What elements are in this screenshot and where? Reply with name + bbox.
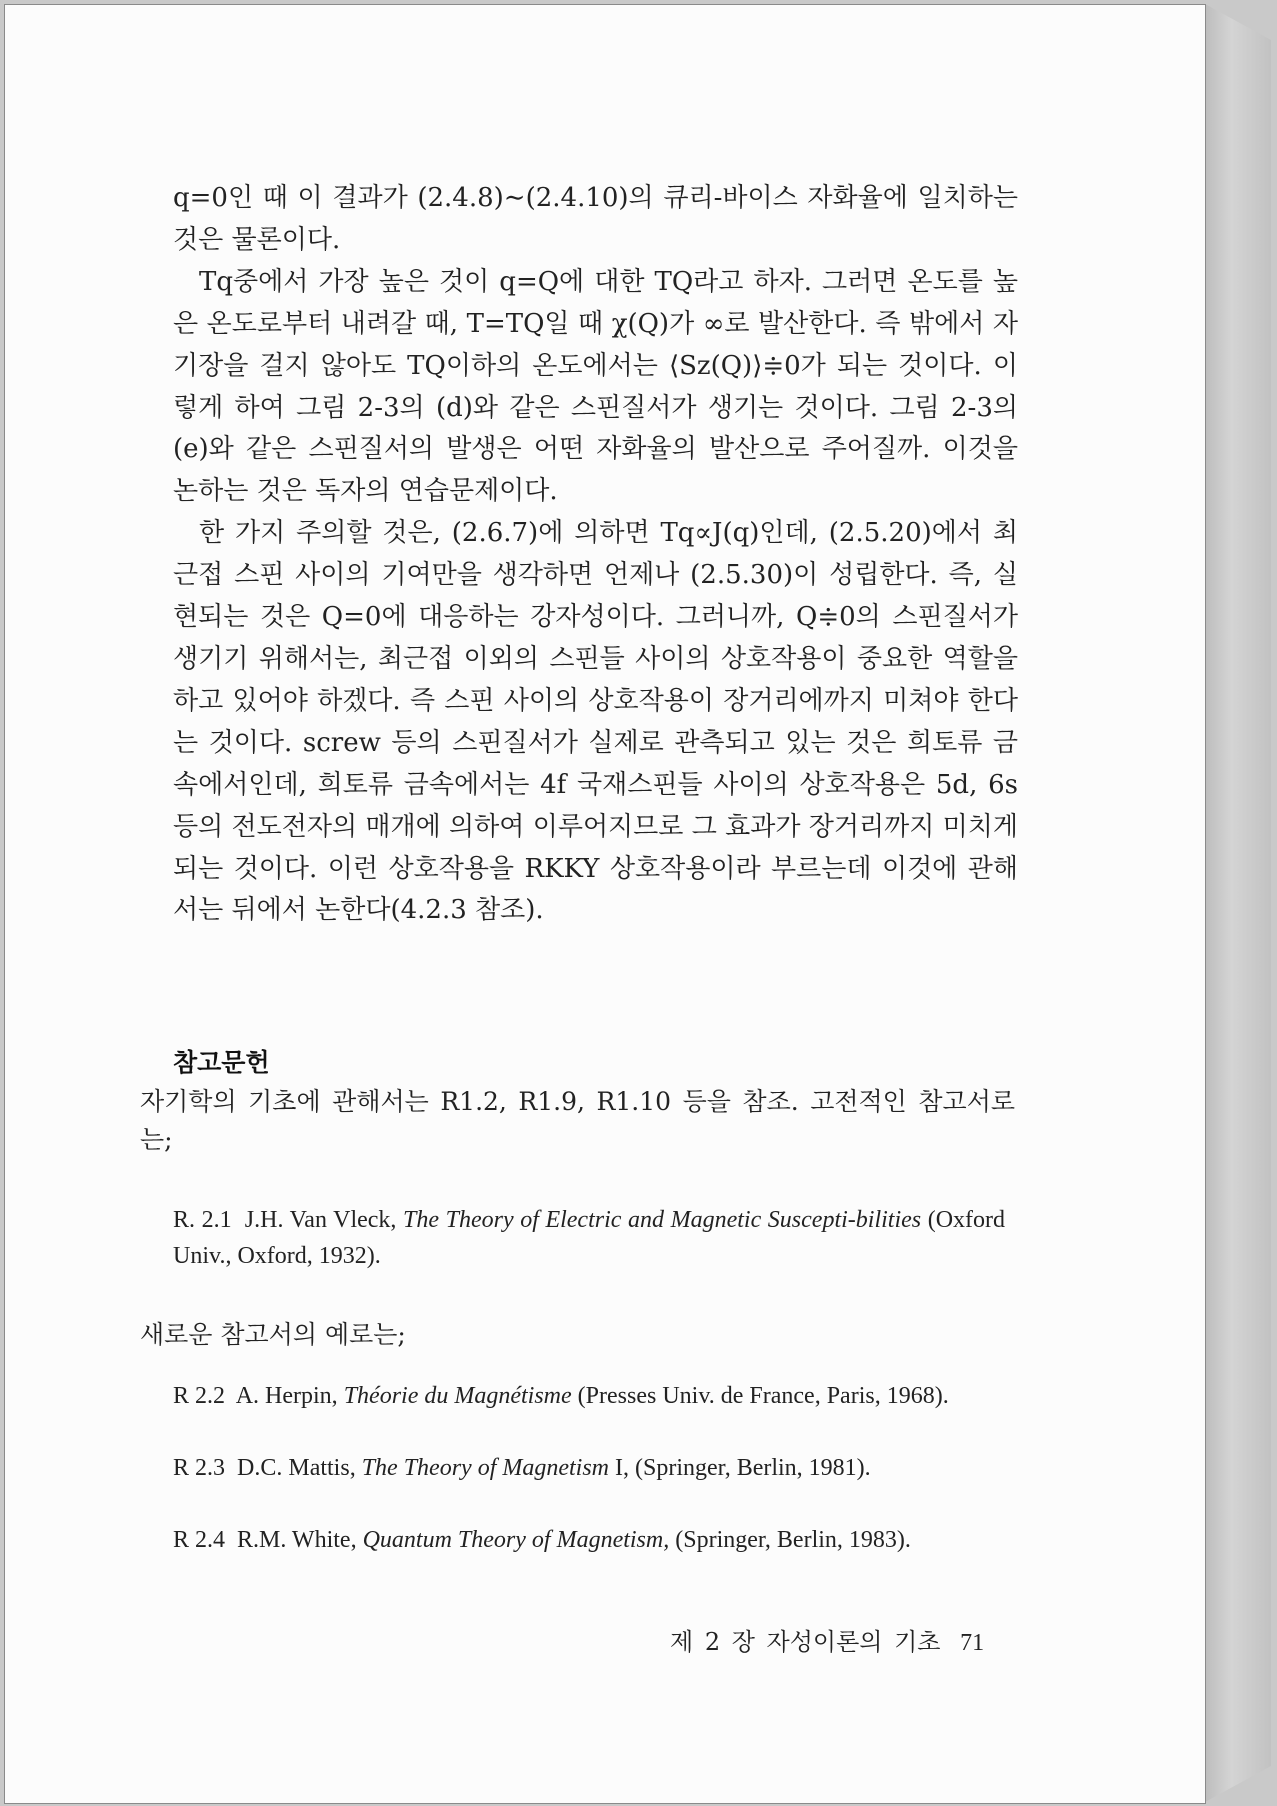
reference-title: The Theory of Electric and Magnetic Suscepti-bilities (403, 1207, 922, 1233)
paragraph-1: q=0인 때 이 결과가 (2.4.8)∼(2.4.10)의 큐리-바이스 자화율에 일치하는 것은 물론이다. (173, 183, 1018, 255)
reference-publisher: I, (Springer, Berlin, 1981). (615, 1455, 871, 1481)
reference-entry (173, 1450, 1005, 1486)
reference-title: The Theory of Magnetism (361, 1455, 610, 1481)
new-references-intro: 새로운 참고서의 예로는; (140, 1320, 406, 1349)
reference-author: J.H. Van Vleck, (244, 1207, 397, 1233)
reference-publisher: (Springer, Berlin, 1983). (675, 1527, 911, 1553)
references-intro: 자기학의 기초에 관해서는 R1.2, R1.9, R1.10 등을 참조. 고전적인 참고서로는; (140, 1087, 1015, 1154)
reference-author: D.C. Mattis, (237, 1455, 356, 1481)
chapter-title: 제 2 장 자성이론의 기초 (670, 1628, 941, 1656)
page-number: 71 (960, 1630, 985, 1656)
reference-publisher: (Presses Univ. de France, Paris, 1968). (577, 1383, 949, 1409)
reference-entry (173, 1202, 1005, 1274)
reference-id: R 2.2 (173, 1383, 226, 1409)
paragraph-2: Tq중에서 가장 높은 것이 q=Q에 대한 TQ라고 하자. 그러면 온도를 높은 온도로부터 내려갈 때, T=TQ일 때 χ(Q)가 ∞로 발산한다. 즉 밖에서 자기장을 걸지 않아도 TQ이하의 온도에서는 ⟨Sz(Q)⟩≑0가 되는 것이다. 이렇게 하여 그림 2-3의 (d)와 같은 스핀질서가 생기는 것이다. 그림 2-3의 (e)와 같은 스핀질서의 발생은 어떤 자화율의 발산으로 주어질까. 이것을 논하는 것은 독자의 연습문제이다. (173, 266, 1018, 507)
reference-author: A. Herpin, (235, 1383, 338, 1409)
reference-title: Quantum Theory of Magnetism, (362, 1527, 670, 1553)
reference-title: Théorie du Magnétisme (343, 1383, 572, 1409)
reference-id: R. 2.1 (173, 1207, 232, 1233)
page-edge-shadow (1205, 4, 1271, 1802)
reference-publisher: (Oxford Univ., Oxford, 1932). (173, 1207, 1006, 1269)
reference-author: R.M. White, (237, 1527, 357, 1553)
reference-id: R 2.3 (173, 1455, 226, 1481)
reference-id: R 2.4 (173, 1527, 226, 1553)
reference-entry (173, 1522, 1005, 1558)
body-text (173, 178, 1018, 932)
references-heading: 참고문헌 (173, 1048, 270, 1077)
reference-entry (173, 1378, 1005, 1414)
book-page (4, 4, 1206, 1804)
page-footer (670, 1622, 984, 1657)
paragraph-3: 한 가지 주의할 것은, (2.6.7)에 의하면 Tq∝J(q)인데, (2.5.20)에서 최근접 스핀 사이의 기여만을 생각하면 언제나 (2.5.30)이 성립한다. 즉, 실현되는 것은 Q=0에 대응하는 강자성이다. 그러니까, Q≑0의 스핀질서가 생기기 위해서는, 최근접 이외의 스핀들 사이의 상호작용이 중요한 역할을 하고 있어야 하겠다. 즉 스핀 사이의 상호작용이 장거리에까지 미쳐야 한다는 것이다. screw 등의 스핀질서가 실제로 관측되고 있는 것은 희토류 금속에서인데, 희토류 금속에서는 4f 국재스핀들 사이의 상호작용은 5d, 6s 등의 전도전자의 매개에 의하여 이루어지므로 그 효과가 장거리까지 미치게 되는 것이다. 이런 상호작용을 RKKY 상호작용이라 부르는데 이것에 관해서는 뒤에서 논한다(4.2.3 참조). (173, 518, 1018, 926)
